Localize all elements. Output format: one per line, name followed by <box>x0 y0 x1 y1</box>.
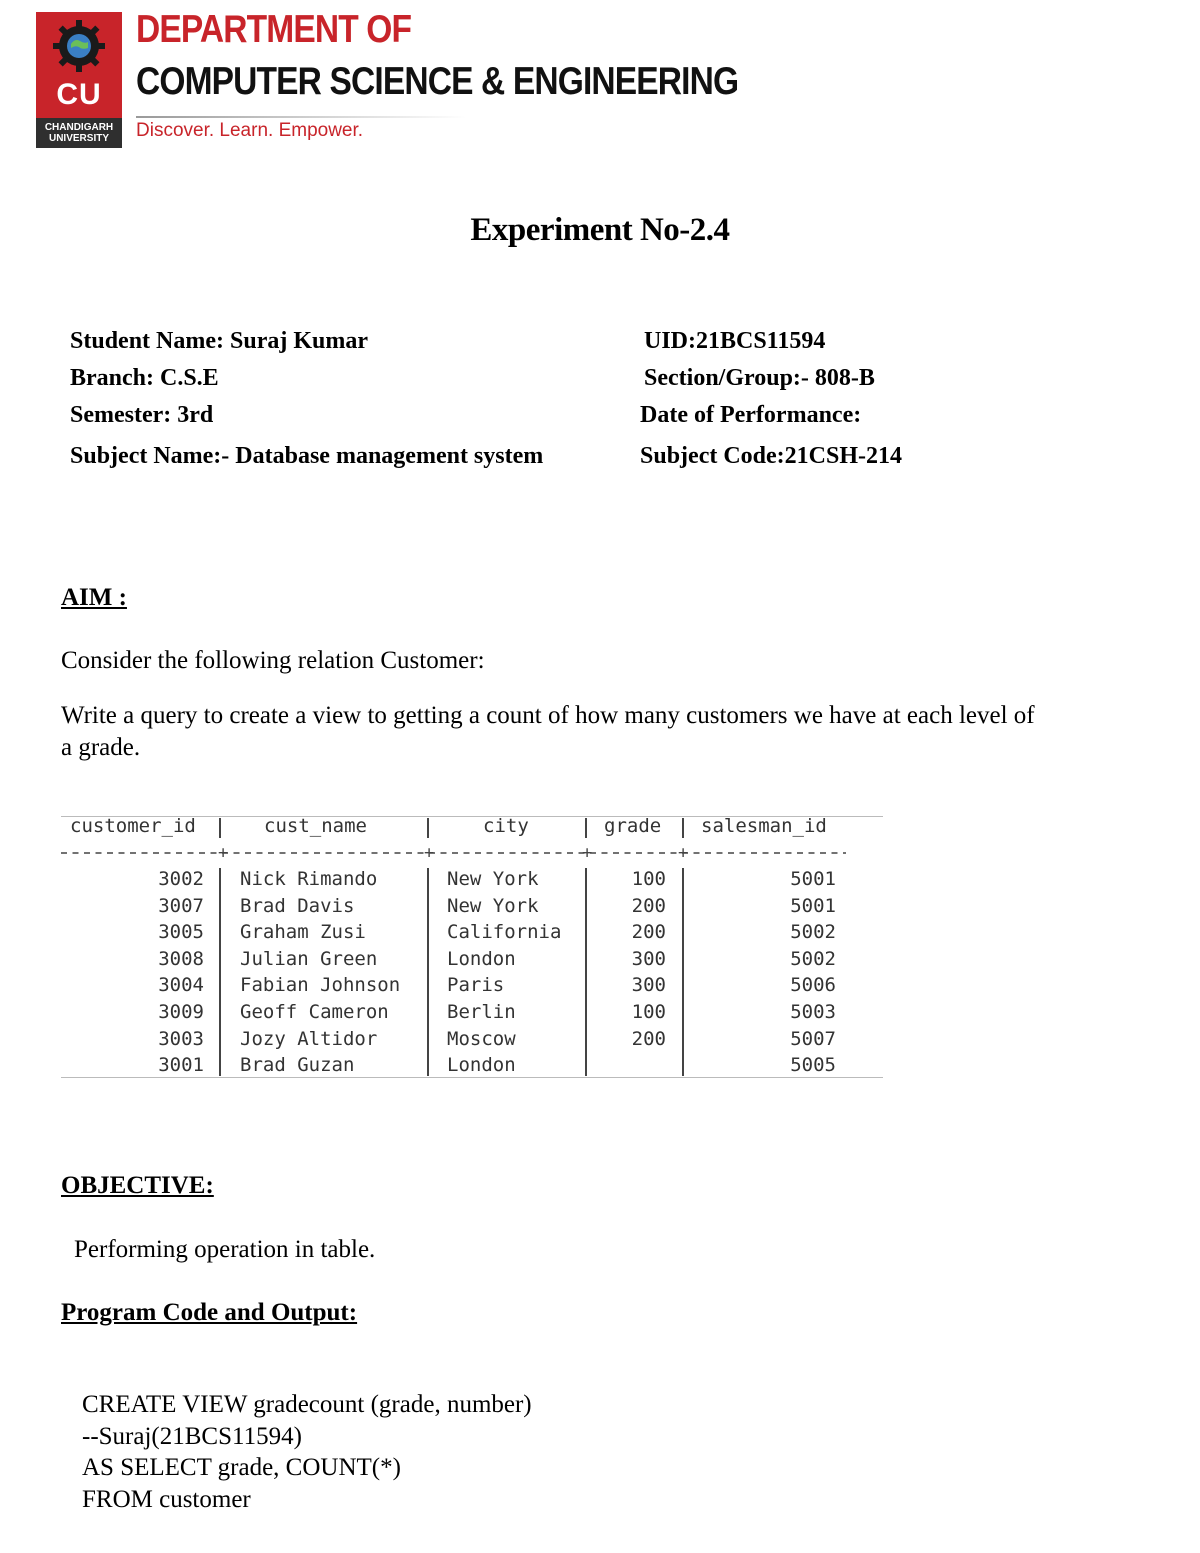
table-header-divider <box>61 846 851 860</box>
student-name: Student Name: Suraj Kumar <box>70 328 368 354</box>
column-separator <box>219 818 221 838</box>
cell-cust-name: Nick Rimando <box>240 868 378 890</box>
logo-initials: CU <box>56 78 102 111</box>
svg-text:+: + <box>218 846 229 860</box>
header-city: city <box>483 815 529 837</box>
subject-code: Subject Code:21CSH-214 <box>640 443 902 469</box>
column-separator <box>585 818 587 838</box>
code-line: --Suraj(21BCS11594) <box>82 1422 302 1450</box>
objective-text: Performing operation in table. <box>74 1236 376 1263</box>
code-line: FROM customer <box>82 1485 251 1513</box>
cell-salesman-id: 5002 <box>790 947 836 970</box>
svg-text:+: + <box>424 846 435 860</box>
tagline: Discover. Learn. Empower. <box>136 120 364 141</box>
cell-city: New York <box>447 868 539 890</box>
cell-city: California <box>447 921 562 944</box>
cell-cust-name: Fabian Johnson <box>240 974 401 997</box>
aim-heading: AIM : <box>61 584 127 611</box>
header-divider <box>136 116 466 118</box>
cell-cust-name: Brad Davis <box>240 894 355 917</box>
cell-grade: 200 <box>631 1027 666 1050</box>
svg-text:+: + <box>582 846 593 860</box>
cell-cust-name: Jozy Altidor <box>240 1027 378 1050</box>
logo-university-name: CHANDIGARH UNIVERSITY <box>36 118 122 148</box>
column-salesman-id <box>720 866 836 1079</box>
gear-globe-icon <box>51 18 107 74</box>
header-customer-id: customer_id <box>70 815 196 837</box>
column-separator <box>219 868 221 1076</box>
student-uid: UID:21BCS11594 <box>644 328 826 354</box>
cell-customer-id: 3002 <box>158 868 204 890</box>
department-title-line1: DEPARTMENT OF <box>136 8 412 51</box>
column-separator <box>427 818 429 838</box>
aim-line-2: Write a query to create a view to getting a count of how many customers we have at each level of <box>61 702 1035 729</box>
cell-customer-id: 3004 <box>158 974 204 997</box>
department-title-line2: COMPUTER SCIENCE & ENGINEERING <box>136 60 739 103</box>
code-line: CREATE VIEW gradecount (grade, number) <box>82 1391 532 1418</box>
cell-salesman-id: 5001 <box>790 868 836 890</box>
cell-salesman-id: 5006 <box>790 974 836 997</box>
cell-grade: 300 <box>631 947 666 970</box>
cell-city: London <box>447 947 516 970</box>
cell-salesman-id: 5005 <box>790 1054 836 1077</box>
svg-text:+: + <box>678 846 689 860</box>
cell-customer-id: 3008 <box>158 947 204 970</box>
code-block <box>82 1389 532 1515</box>
aim-line-3: a grade. <box>61 734 141 761</box>
logo-red-block <box>36 12 122 118</box>
program-heading: Program Code and Output: <box>61 1299 358 1326</box>
cell-city: Paris <box>447 974 505 997</box>
header-cust-name: cust_name <box>264 815 367 837</box>
subject-name: Subject Name:- Database management system <box>70 443 544 469</box>
column-separator <box>585 868 587 1076</box>
cell-cust-name: Brad Guzan <box>240 1054 355 1077</box>
cell-grade: 200 <box>631 894 666 917</box>
cell-customer-id: 3003 <box>158 1027 204 1050</box>
cell-grade: 300 <box>631 974 666 997</box>
cell-salesman-id: 5001 <box>790 894 836 917</box>
column-separator <box>682 818 684 838</box>
header-grade: grade <box>604 815 662 837</box>
column-separator <box>682 868 684 1076</box>
column-cust-name <box>240 866 400 1079</box>
cell-city: Berlin <box>447 1000 516 1023</box>
cell-grade: 200 <box>631 921 666 944</box>
student-semester: Semester: 3rd <box>70 402 214 428</box>
student-branch: Branch: C.S.E <box>70 365 219 391</box>
header-salesman-id: salesman_id <box>701 815 827 837</box>
university-logo <box>36 12 122 148</box>
aim-line-1: Consider the following relation Customer: <box>61 647 485 674</box>
cell-grade: 100 <box>631 1000 666 1023</box>
student-section: Section/Group:- 808-B <box>644 365 875 391</box>
cell-city: New York <box>447 894 539 917</box>
code-line: AS SELECT grade, COUNT(*) <box>82 1454 401 1481</box>
column-city <box>447 866 561 1079</box>
date-of-performance: Date of Performance: <box>640 402 862 428</box>
cell-customer-id: 3001 <box>158 1054 204 1077</box>
cell-grade <box>610 1052 666 1079</box>
cell-cust-name: Graham Zusi <box>240 921 366 944</box>
cell-salesman-id: 5003 <box>790 1000 836 1023</box>
cell-customer-id: 3005 <box>158 921 204 944</box>
experiment-title: Experiment No-2.4 <box>470 212 730 248</box>
column-customer-id <box>120 866 204 1079</box>
cell-city: London <box>447 1054 516 1077</box>
column-separator <box>427 868 429 1076</box>
cell-cust-name: Geoff Cameron <box>240 1000 389 1023</box>
column-grade <box>610 866 666 1079</box>
cell-cust-name: Julian Green <box>240 947 378 970</box>
cell-salesman-id: 5002 <box>790 921 836 944</box>
cell-customer-id: 3009 <box>158 1000 204 1023</box>
objective-heading: OBJECTIVE: <box>61 1172 214 1199</box>
cell-salesman-id: 5007 <box>790 1027 836 1050</box>
cell-customer-id: 3007 <box>158 894 204 917</box>
cell-grade: 100 <box>631 868 666 890</box>
cell-city: Moscow <box>447 1027 516 1050</box>
